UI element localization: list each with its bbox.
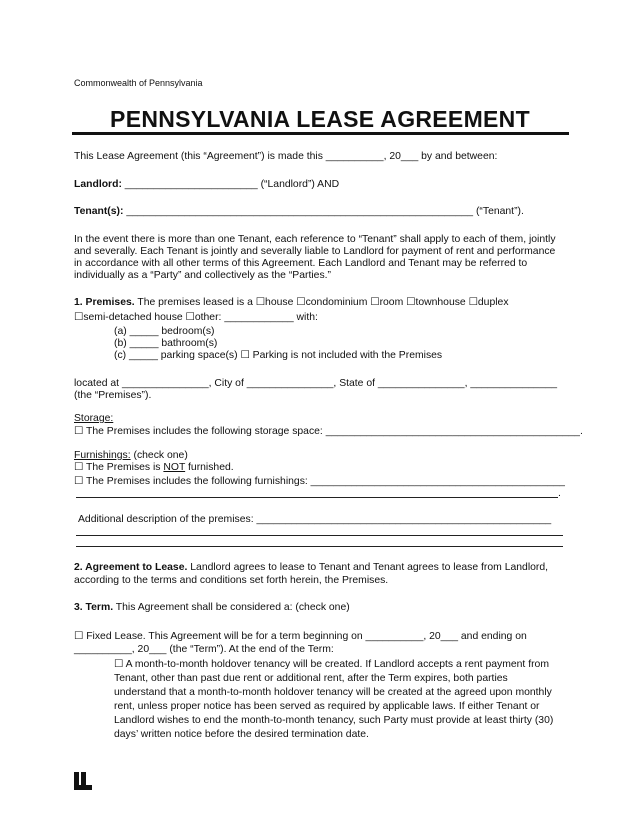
not-word: NOT [163, 462, 186, 473]
holdover-line: ☐ A month-to-month holdover tenancy will be created. If Landlord accepts a rent payment from [114, 659, 549, 670]
premises-types: The premises leased is a ☐house ☐condominium ☐room ☐townhouse ☐duplex [134, 297, 509, 308]
landlord-line [74, 178, 339, 191]
holdover-line: rent, unless proper notice has been served as required by applicable laws. If either Tenant or [114, 701, 540, 712]
agreement-line-2: according to the terms and conditions set forth herein, the Premises. [74, 575, 389, 586]
fixed-lease-line: ☐ Fixed Lease. This Agreement will be for a term beginning on __________, 20___ and ending on [74, 631, 527, 642]
holdover-line: understand that a month-to-month holdover tenancy will be created at the agreed upon monthly [114, 687, 552, 698]
holdover-line: Landlord wishes to end the month-to-month tenancy, such Party must provide at least thirty (30) [114, 715, 554, 726]
joint-tenant-para-line: and severally. Each Tenant is jointly and severally liable to Landlord for payment of rent and performance [74, 246, 556, 257]
storage-label: Storage: [74, 413, 114, 424]
furnishings-label: Furnishings: [74, 450, 131, 461]
furnishings-note: (check one) [130, 450, 188, 461]
agreement-text: Landlord agrees to lease to Tenant and Tenant agrees to lease from Landlord, [187, 562, 549, 573]
joint-tenant-para-line: individually as a “Party” and collectively as the “Parties.” [74, 270, 331, 281]
furnishings-period: . [558, 488, 561, 499]
term-heading: 3. Term. [74, 602, 114, 613]
agreement-line-1 [74, 561, 548, 574]
not-furnished-line [74, 461, 234, 474]
furnishings-blank-rule [76, 497, 558, 498]
additional-blank-rule [76, 546, 563, 547]
joint-tenant-para-line: In the event there is more than one Tenant, each reference to “Tenant” shall apply to each of them, jointly [74, 234, 556, 245]
not-furnished-pre: ☐ The Premises is [74, 462, 164, 473]
landlord-blank: _______________________ (“Landlord”) AND [121, 179, 340, 190]
premises-line-1 [74, 296, 509, 309]
tenant-label: Tenant(s): [74, 206, 124, 217]
storage-line: ☐ The Premises includes the following storage space: ____________________________________________. [74, 426, 583, 437]
additional-description: Additional description of the premises: ___________________________________________________ [78, 514, 552, 525]
term-text: This Agreement shall be considered a: (check one) [113, 602, 350, 613]
joint-tenant-para-line: in accordance with all other terms of this Agreement. Each Landlord and Tenant may be referred to [74, 258, 528, 269]
additional-blank-rule [76, 535, 563, 536]
premises-bedrooms: (a) _____ bedroom(s) [114, 326, 215, 337]
furnishings-line: ☐ The Premises includes the following furnishings: ____________________________________________ [74, 476, 565, 487]
holdover-line: Tenant, other than past due rent or additional rent, after the Term expires, both parties [114, 673, 508, 684]
document-title: PENNSYLVANIA LEASE AGREEMENT [110, 106, 530, 132]
term-line [74, 601, 350, 614]
state-line: Commonwealth of Pennsylvania [74, 78, 203, 88]
brand-logo-icon [74, 772, 94, 790]
tenant-blank: ____________________________________________________________ (“Tenant”). [123, 206, 524, 217]
landlord-label: Landlord: [74, 179, 122, 190]
premises-parking: (c) _____ parking space(s) ☐ Parking is not included with the Premises [114, 350, 443, 361]
intro-made-this: This Lease Agreement (this “Agreement”) is made this __________, 20___ by and between: [74, 151, 498, 162]
located-at-line: located at _______________, City of _______________, State of _______________, _______________ [74, 378, 558, 389]
the-premises-line: (the “Premises”). [74, 390, 152, 401]
fixed-lease-line: __________, 20___ (the “Term”). At the end of the Term: [74, 644, 334, 655]
tenant-line [74, 205, 524, 218]
title-rule [72, 132, 569, 135]
holdover-line: days’ written notice before the desired termination date. [114, 729, 369, 740]
premises-heading: 1. Premises. [74, 297, 135, 308]
agreement-heading: 2. Agreement to Lease. [74, 562, 188, 573]
not-furnished-post: furnished. [185, 462, 234, 473]
premises-line-2: ☐semi-detached house ☐other: ____________ with: [74, 312, 318, 323]
premises-bathrooms: (b) _____ bathroom(s) [114, 338, 218, 349]
